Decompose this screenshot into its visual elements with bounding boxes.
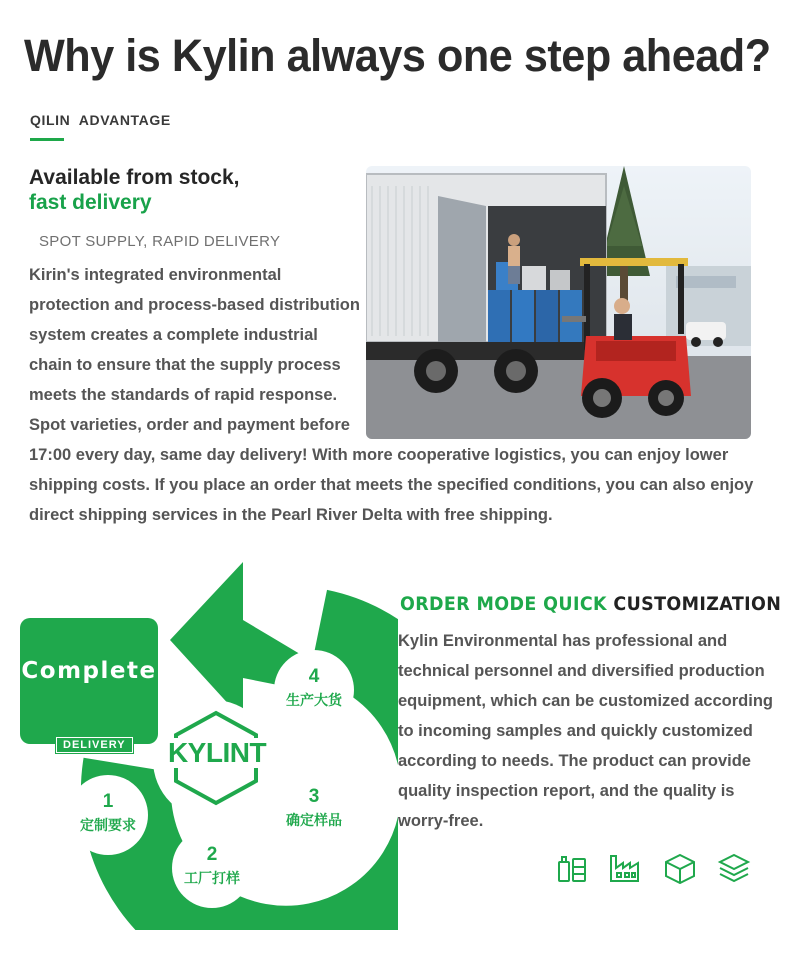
step-circle-3 [274, 770, 354, 850]
order-mode-title-green: ORDER MODE QUICK [400, 593, 607, 615]
step-number: 1 [102, 791, 114, 812]
order-para-line: to incoming samples and quickly customized [398, 722, 753, 740]
stock-heading-line2: fast delivery [29, 191, 152, 214]
order-paragraph [398, 626, 773, 836]
stock-para-line: chain to ensure that the supply process [29, 356, 341, 374]
stock-para-line: system creates a complete industrial [29, 326, 318, 344]
factory-icon [608, 852, 642, 884]
order-mode-title-dark: CUSTOMIZATION [613, 593, 782, 615]
eyebrow-underline [30, 138, 64, 141]
order-para-line: Kylin Environmental has professional and [398, 632, 728, 650]
page-headline: Why is Kylin always one step ahead? [24, 30, 771, 81]
step-label: 定制要求 [80, 817, 136, 833]
feature-icons-row [556, 852, 767, 889]
stock-heading-line1: Available from stock, [29, 166, 240, 189]
step-circle-4 [274, 650, 354, 730]
step-circle-2 [172, 828, 252, 908]
delivery-tag: DELIVERY [56, 737, 133, 753]
section-eyebrow: QILIN ADVANTAGE [30, 112, 171, 128]
order-para-line: quality inspection report, and the quality is [398, 782, 735, 800]
step-number: 3 [308, 786, 320, 807]
stock-para-line: 17:00 every day, same day delivery! With more cooperative logistics, you can enjoy lower [29, 446, 729, 464]
logo-text: KYLINT [158, 738, 276, 768]
production-cycle-diagram [18, 560, 398, 930]
stock-para-line: Kirin's integrated environmental [29, 266, 282, 284]
bottles-icon [556, 852, 588, 884]
step-number: 2 [206, 844, 218, 865]
step-label: 工厂打样 [184, 870, 240, 886]
step-number: 4 [308, 666, 320, 687]
stock-subheading: SPOT SUPPLY, RAPID DELIVERY [39, 233, 281, 250]
step-circle-1 [68, 775, 148, 855]
order-para-line: according to needs. The product can provide [398, 752, 751, 770]
order-para-line: worry-free. [398, 812, 484, 830]
box-icon [663, 852, 697, 884]
order-mode-title [400, 593, 781, 615]
step-label: 生产大货 [286, 692, 342, 708]
stock-para-line: shipping costs. If you place an order that meets the specified conditions, you can also enjoy [29, 476, 754, 494]
stock-para-line: meets the standards of rapid response. [29, 386, 338, 404]
order-para-line: technical personnel and diversified production [398, 662, 765, 680]
stock-para-line: protection and process-based distribution [29, 296, 360, 314]
stock-heading [29, 165, 239, 215]
stock-para-line: direct shipping services in the Pearl River Delta with free shipping. [29, 506, 553, 524]
order-para-line: equipment, which can be customized according [398, 692, 773, 710]
stock-para-line: Spot varieties, order and payment before [29, 416, 350, 434]
layers-icon [717, 852, 751, 884]
complete-label: Complete [21, 658, 157, 684]
truck-loading-photo [366, 166, 751, 439]
step-label: 确定样品 [286, 812, 342, 828]
